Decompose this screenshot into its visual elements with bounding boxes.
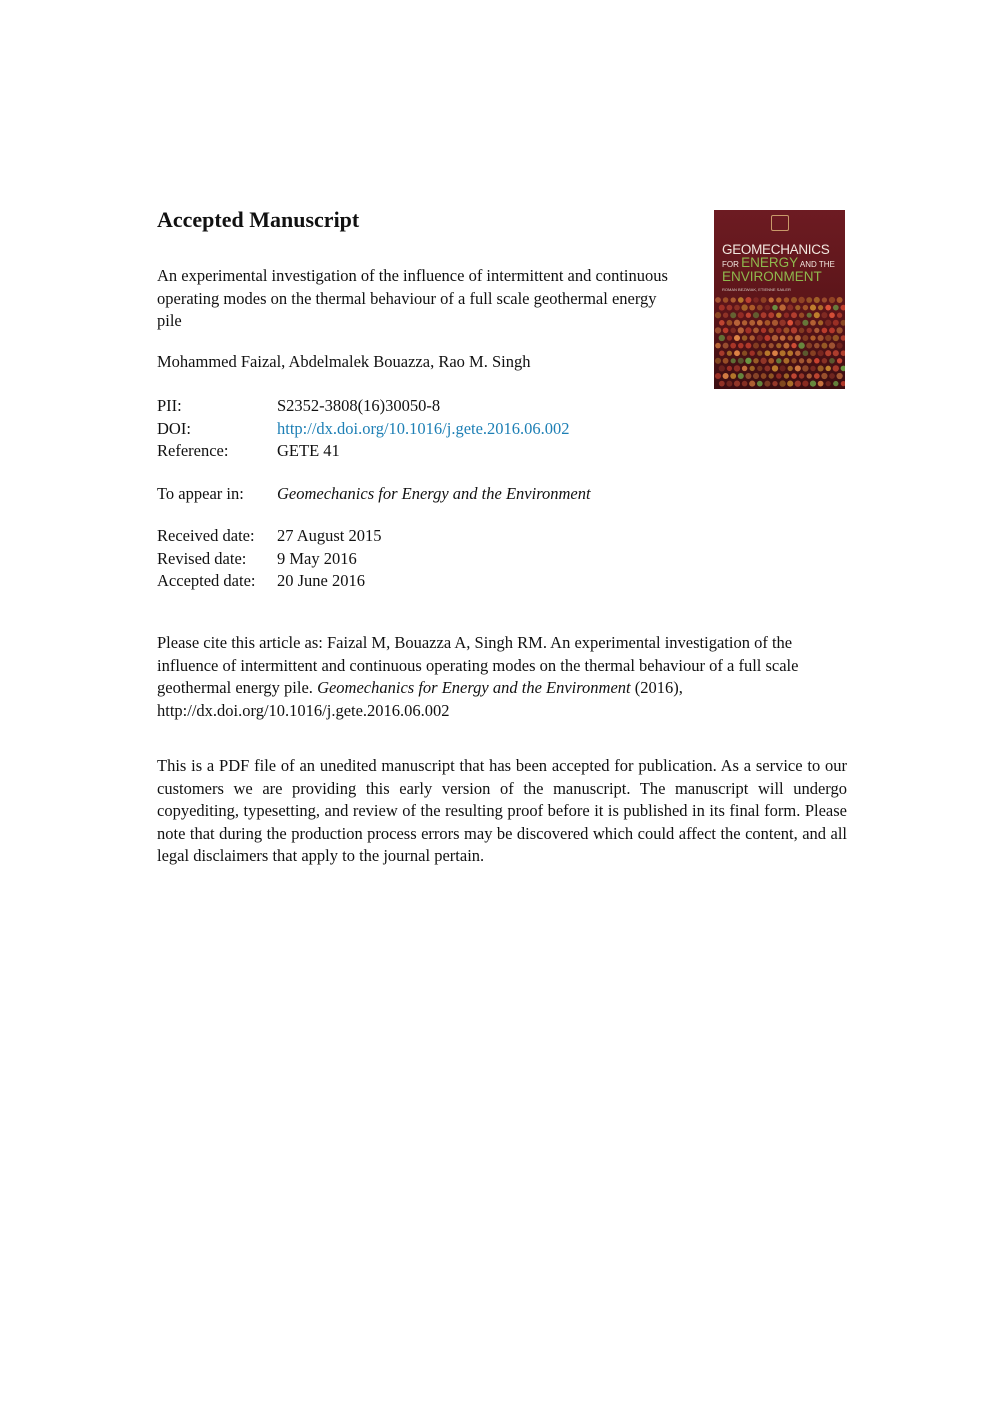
cover-dot <box>719 365 725 371</box>
cover-dot <box>841 335 845 340</box>
journal-name: Geomechanics for Energy and the Environment <box>277 484 591 503</box>
cover-dot <box>798 297 804 303</box>
cover-dot <box>749 320 755 326</box>
appear-label: To appear in: <box>157 484 244 503</box>
cover-dot <box>768 358 774 364</box>
cover-dot <box>818 381 824 387</box>
cover-dot <box>807 358 812 363</box>
cover-dot <box>841 305 845 311</box>
cover-dot <box>837 297 843 303</box>
reference-value: GETE 41 <box>277 441 340 460</box>
cover-dot <box>833 365 839 371</box>
cover-dot <box>799 328 804 333</box>
cover-dot <box>723 297 728 302</box>
cover-dot <box>810 305 816 311</box>
cover-dot <box>826 381 831 386</box>
cover-dot <box>727 366 732 371</box>
cover-dot <box>741 304 747 310</box>
cover-dot <box>798 342 804 348</box>
cover-dot <box>837 313 842 318</box>
cover-dot <box>841 381 845 386</box>
cover-dot <box>730 328 735 333</box>
journal-cover <box>714 210 845 389</box>
cover-dot <box>776 358 781 363</box>
cover-dot <box>738 297 744 303</box>
revised-label: Revised date: <box>157 549 247 568</box>
cover-dot <box>825 350 831 356</box>
citation-doi: http://dx.doi.org/10.1016/j.gete.2016.06.002 <box>157 700 450 720</box>
cover-dot <box>818 350 824 356</box>
cover-dot <box>784 373 789 378</box>
cover-dot <box>753 312 759 318</box>
revised-value: 9 May 2016 <box>277 549 357 568</box>
cover-dot <box>727 305 733 311</box>
cover-dot <box>829 328 835 334</box>
doi-link[interactable]: http://dx.doi.org/10.1016/j.gete.2016.06.002 <box>277 419 570 438</box>
cover-energy: ENERGY <box>741 255 799 270</box>
cover-dot <box>841 350 845 356</box>
cover-dot <box>829 358 835 364</box>
cover-dot <box>745 358 751 364</box>
page-heading: Accepted Manuscript <box>157 207 360 232</box>
cover-dot <box>749 305 755 311</box>
cover-dot <box>738 373 744 379</box>
cover-dot <box>825 335 831 341</box>
cover-dot <box>742 335 748 341</box>
cover-dot <box>825 366 830 371</box>
cover-editors: ROMAN BEZWIAK, ETIENNE SAILER <box>722 287 791 292</box>
cover-dot <box>806 343 812 349</box>
cover-dot <box>738 343 744 349</box>
cover-dot <box>742 351 747 356</box>
cover-dot <box>833 350 839 356</box>
cover-dot <box>818 335 824 341</box>
citation <box>157 632 847 722</box>
cover-dot <box>772 305 778 311</box>
cover-dot <box>833 305 839 311</box>
cover-dot <box>727 351 732 356</box>
cover-dot <box>769 373 774 378</box>
cover-dot <box>753 358 758 363</box>
cover-dot <box>822 358 827 363</box>
cover-dot <box>791 327 797 333</box>
cover-dot <box>788 366 793 371</box>
cover-dot <box>822 297 827 302</box>
cover-dot <box>802 365 808 371</box>
cover-dot <box>780 350 786 356</box>
doi-label: DOI: <box>157 419 191 438</box>
cover-dot <box>738 358 744 364</box>
cover-dot <box>829 373 835 379</box>
cover-dot <box>802 335 808 341</box>
cover-dot <box>779 320 785 326</box>
cover-dot <box>727 320 733 326</box>
cover-dot <box>818 365 824 371</box>
cover-dot <box>829 312 835 318</box>
cover-dot <box>757 351 762 356</box>
cover-dot <box>784 297 789 302</box>
cover-dot <box>769 297 774 302</box>
received-label: Received date: <box>157 526 255 545</box>
cover-dot <box>841 366 845 372</box>
cover-dot <box>749 381 755 387</box>
cover-dot <box>753 343 759 349</box>
citation-journal: Geomechanics for Energy and the Environment <box>317 678 631 697</box>
cover-dot <box>726 381 732 387</box>
cover-dot <box>715 312 721 318</box>
cover-dot <box>757 335 763 341</box>
cover-dot <box>780 365 786 371</box>
received-value: 27 August 2015 <box>277 526 382 545</box>
cover-dot <box>807 328 812 333</box>
cover-for: FOR <box>722 260 742 269</box>
cover-dot <box>787 381 793 387</box>
cover-dot <box>772 365 778 371</box>
cover-dot <box>795 320 801 326</box>
cover-dot <box>734 320 740 326</box>
cover-dot <box>837 358 842 363</box>
cover-dot <box>723 343 729 349</box>
cover-dot <box>765 350 771 356</box>
cover-dot <box>734 335 740 341</box>
cover-dot <box>757 381 763 387</box>
cover-dot <box>772 350 778 356</box>
cover-dot <box>723 358 729 364</box>
cover-dot <box>818 320 823 325</box>
cover-dot <box>791 297 797 303</box>
cover-dot <box>745 297 751 303</box>
cover-dot <box>742 320 747 325</box>
cover-dot <box>779 380 785 386</box>
accepted-label: Accepted date: <box>157 571 256 590</box>
cover-dot <box>799 373 804 378</box>
cover-dot <box>715 297 721 303</box>
cover-dot <box>795 365 801 371</box>
cover-dot <box>768 312 774 318</box>
cover-dot <box>768 328 774 334</box>
cover-dot <box>715 343 721 349</box>
cover-dot <box>795 335 801 341</box>
cover-dot <box>795 350 801 356</box>
cover-dot <box>723 313 728 318</box>
cover-dot <box>799 358 804 363</box>
cover-title-line3: ENVIRONMENT <box>722 269 822 284</box>
cover-dot <box>795 305 800 310</box>
cover-dot <box>814 343 820 349</box>
cover-dot <box>840 320 845 326</box>
publisher-logo-icon <box>771 215 789 231</box>
cover-dot <box>757 320 763 326</box>
cover-dot <box>791 358 796 363</box>
cover-dot <box>765 305 770 310</box>
cover-dot <box>730 312 736 318</box>
cover-dot <box>814 328 819 333</box>
cover-dot <box>822 328 828 334</box>
cover-dot <box>731 297 736 302</box>
cover-dot <box>776 297 781 302</box>
cover-dot <box>719 335 725 341</box>
article-title: An experimental investigation of the influence of intermittent and continuous operating modes on the thermal behaviour of a full scale geothermal energy pile <box>157 266 668 330</box>
cover-dot <box>783 327 789 333</box>
cover-dot <box>802 381 808 387</box>
pii-row <box>157 395 440 417</box>
cover-dot <box>750 366 755 371</box>
cover-title-line1: GEOMECHANICS <box>722 242 830 257</box>
cover-dot <box>757 305 763 311</box>
cover-dot <box>753 373 759 379</box>
cover-dot <box>734 381 740 387</box>
cover-dot <box>836 327 842 333</box>
cover-dot <box>836 373 842 379</box>
cover-dot <box>772 320 778 326</box>
cover-dot <box>787 350 793 356</box>
cover-dot <box>810 380 816 386</box>
cover-dot <box>787 320 793 326</box>
cover-dot <box>791 312 797 318</box>
cover-dot <box>765 320 771 326</box>
cover-dot <box>745 343 751 349</box>
cover-dot <box>810 350 816 356</box>
received-row <box>157 525 382 547</box>
appear-row <box>157 483 591 505</box>
cover-dot <box>814 312 820 318</box>
revised-row <box>157 548 357 570</box>
cover-dot <box>803 305 808 310</box>
cover-dot <box>738 327 744 333</box>
cover-dot <box>769 343 774 348</box>
cover-dot <box>788 335 793 340</box>
cover-dot <box>753 328 759 334</box>
cover-dot <box>821 373 827 379</box>
cover-dot <box>772 335 778 341</box>
cover-dot <box>750 335 755 340</box>
cover-dot <box>810 320 816 326</box>
cover-dot <box>821 343 827 349</box>
article-authors: Mohammed Faizal, Abdelmalek Bouazza, Rao M. Singh <box>157 352 531 371</box>
disclaimer-paragraph: This is a PDF file of an unedited manuscript that has been accepted for publication. As a service to our customers we are providing this early version of the manuscript. The manuscript will undergo copyediting, typesetting, and review of the resulting proof before it is published in its final form. Please note that during the production process errors may be discovered which could affect the content, and all legal disclaimers that apply to the journal pertain. <box>157 756 847 865</box>
cover-dot <box>761 297 767 303</box>
cover-dot <box>825 305 831 311</box>
cover-dot <box>764 381 770 387</box>
citation-year: (2016), <box>630 678 683 697</box>
cover-dot <box>825 320 831 326</box>
cover-dot <box>742 366 747 371</box>
cover-dot <box>715 358 721 364</box>
cover-dot <box>757 366 762 371</box>
cover-dot <box>837 343 843 349</box>
cover-dot <box>783 358 789 364</box>
cover-dot <box>738 312 744 318</box>
cover-dot <box>750 351 755 356</box>
cover-dot <box>761 312 767 318</box>
cover-dot <box>787 305 793 311</box>
pii-value: S2352-3808(16)30050-8 <box>277 396 441 415</box>
cover-dot <box>761 373 767 379</box>
cover-dot <box>833 335 839 341</box>
cover-dot <box>807 313 812 318</box>
accepted-row <box>157 570 365 592</box>
cover-dot <box>761 328 766 333</box>
cover-dot <box>730 373 736 379</box>
cover-dot <box>829 297 835 303</box>
cover-dot <box>776 312 781 317</box>
cover-dot <box>715 327 721 333</box>
cover-dot <box>715 373 721 379</box>
cover-dot <box>734 350 740 356</box>
cover-dot <box>719 381 725 387</box>
cover-dot-pattern <box>714 296 845 389</box>
cover-dot <box>833 320 839 326</box>
cover-dot <box>723 328 729 334</box>
cover-dot <box>779 304 785 310</box>
cover-dot <box>730 343 736 349</box>
cover-dot <box>791 373 797 379</box>
cover-dot <box>814 297 820 303</box>
cover-dot <box>745 327 751 333</box>
cover-dot <box>731 358 736 363</box>
cover-dot <box>742 381 748 387</box>
doi-row <box>157 418 570 440</box>
cover-dot <box>806 297 812 303</box>
cover-dot <box>772 381 777 386</box>
cover-dot <box>764 365 770 371</box>
cover-dot <box>761 343 766 348</box>
cover-dot <box>776 343 781 348</box>
cover-dot <box>745 373 751 379</box>
cover-dot <box>803 350 809 356</box>
cover-dot <box>783 343 789 349</box>
cover-dot <box>776 328 782 334</box>
cover-dot <box>799 313 804 318</box>
cover-dot <box>753 297 758 302</box>
cover-dot <box>723 373 729 379</box>
cover-dot <box>776 373 781 378</box>
accepted-value: 20 June 2016 <box>277 571 365 590</box>
cover-dot <box>818 305 823 310</box>
cover-dot <box>719 305 725 311</box>
cover-dot <box>821 312 827 318</box>
cover-dot <box>814 358 819 363</box>
cover-dot <box>814 373 820 379</box>
cover-dot <box>833 381 838 386</box>
cover-dot <box>829 342 835 348</box>
cover-dot <box>719 320 725 326</box>
cover-dot <box>734 365 740 371</box>
cover-dot <box>791 343 796 348</box>
cover-dot <box>760 358 766 364</box>
cover-dot <box>784 313 789 318</box>
cover-dot <box>795 380 801 386</box>
cover-dot <box>734 305 740 311</box>
cover-and-the: AND THE <box>798 260 835 269</box>
cover-dot <box>810 335 815 340</box>
cover-dot <box>727 335 732 340</box>
cover-dot <box>764 335 770 341</box>
cover-dot <box>746 313 751 318</box>
reference-label: Reference: <box>157 441 229 460</box>
cover-dot <box>719 350 724 355</box>
citation-prefix: Please cite this article as: Faizal M, Bouazza A, Singh RM. An experimental investigation of the influence of intermittent and continuous operating modes on the thermal behaviour of a full scale geothermal energy pile. <box>157 633 799 697</box>
pii-label: PII: <box>157 396 182 415</box>
cover-dot <box>780 335 786 341</box>
cover-dot <box>802 320 808 326</box>
cover-dot <box>810 366 815 371</box>
cover-dot <box>807 373 812 378</box>
reference-row <box>157 440 340 462</box>
